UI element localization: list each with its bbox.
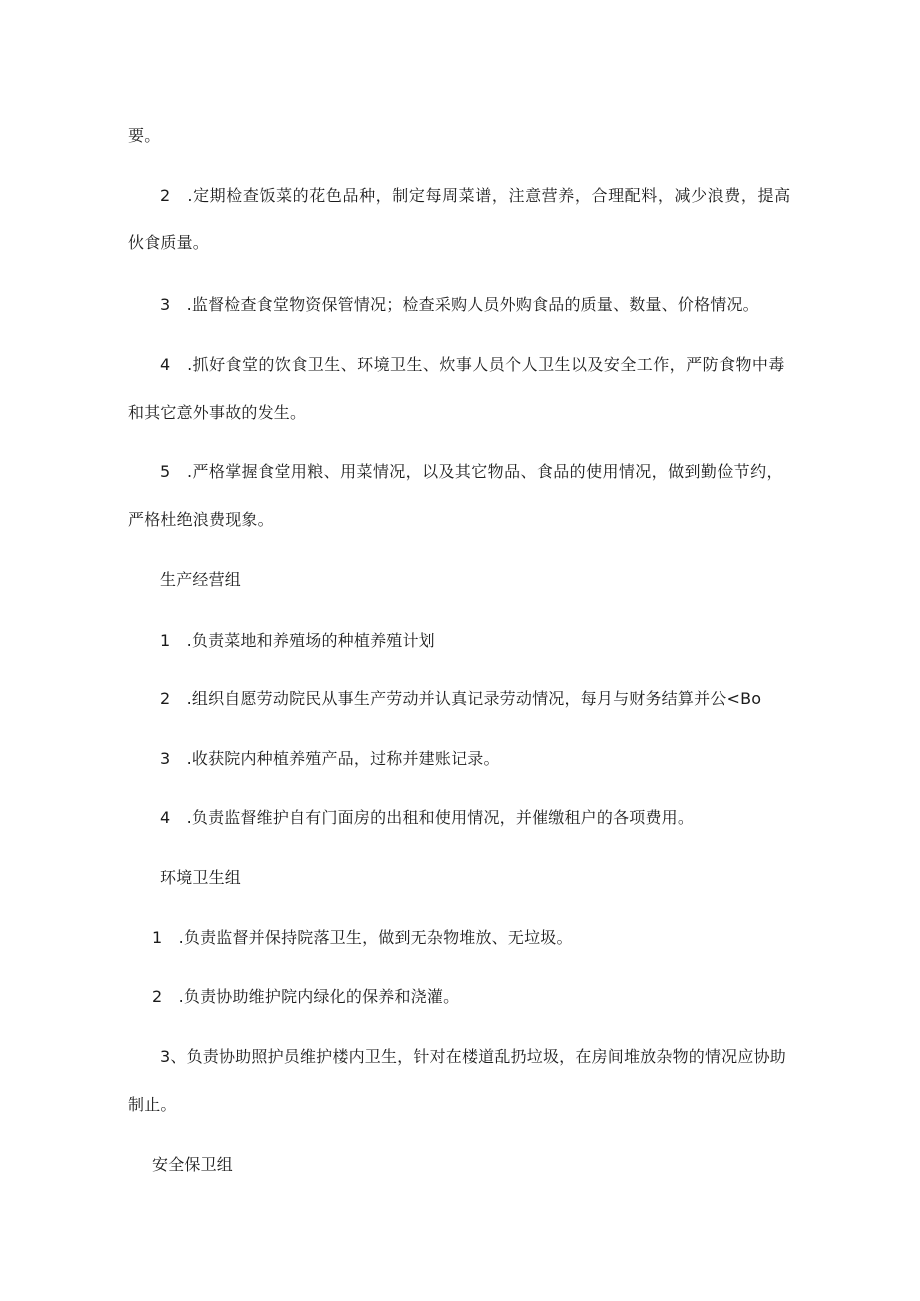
text-line: 1 .负责监督并保持院落卫生，做到无杂物堆放、无垃圾。 [152,928,573,947]
text-line: 和其它意外事故的发生。 [128,403,307,422]
text-line: 制止。 [128,1095,177,1114]
section-heading: 生产经营组 [160,570,242,589]
text-line: 2 .组织自愿劳动院民从事生产劳动并认真记录劳动情况，每月与财务结算并公<Bo [160,689,762,708]
text-line: 1 .负责菜地和养殖场的种植养殖计划 [160,631,435,650]
text-line: 3 .监督检查食堂物资保管情况；检查采购人员外购食品的质量、数量、价格情况。 [160,295,759,314]
text-line: 2 .负责协助维护院内绿化的保养和浇灌。 [152,987,460,1006]
text-line: 严格杜绝浪费现象。 [128,510,274,529]
text-line: 伙食质量。 [128,233,210,252]
section-heading: 环境卫生组 [160,868,242,887]
text-line: 4 .负责监督维护自有门面房的出租和使用情况，并催缴租户的各项费用。 [160,808,695,827]
section-heading: 安全保卫组 [152,1155,234,1174]
text-line: 5 .严格掌握食堂用粮、用菜情况，以及其它物品、食品的使用情况，做到勤俭节约， [160,462,783,481]
text-line: 2 .定期检查饭菜的花色品种，制定每周菜谱，注意营养，合理配料，减少浪费，提高 [160,186,791,205]
text-line: 4 .抓好食堂的饮食卫生、环境卫生、炊事人员个人卫生以及安全工作，严防食物中毒 [160,355,785,374]
text-line: 3、负责协助照护员维护楼内卫生，针对在楼道乱扔垃圾，在房间堆放杂物的情况应协助 [160,1047,786,1066]
text-line: 3 .收获院内种植养殖产品，过称并建账记录。 [160,749,500,768]
text-line: 要。 [128,126,161,145]
